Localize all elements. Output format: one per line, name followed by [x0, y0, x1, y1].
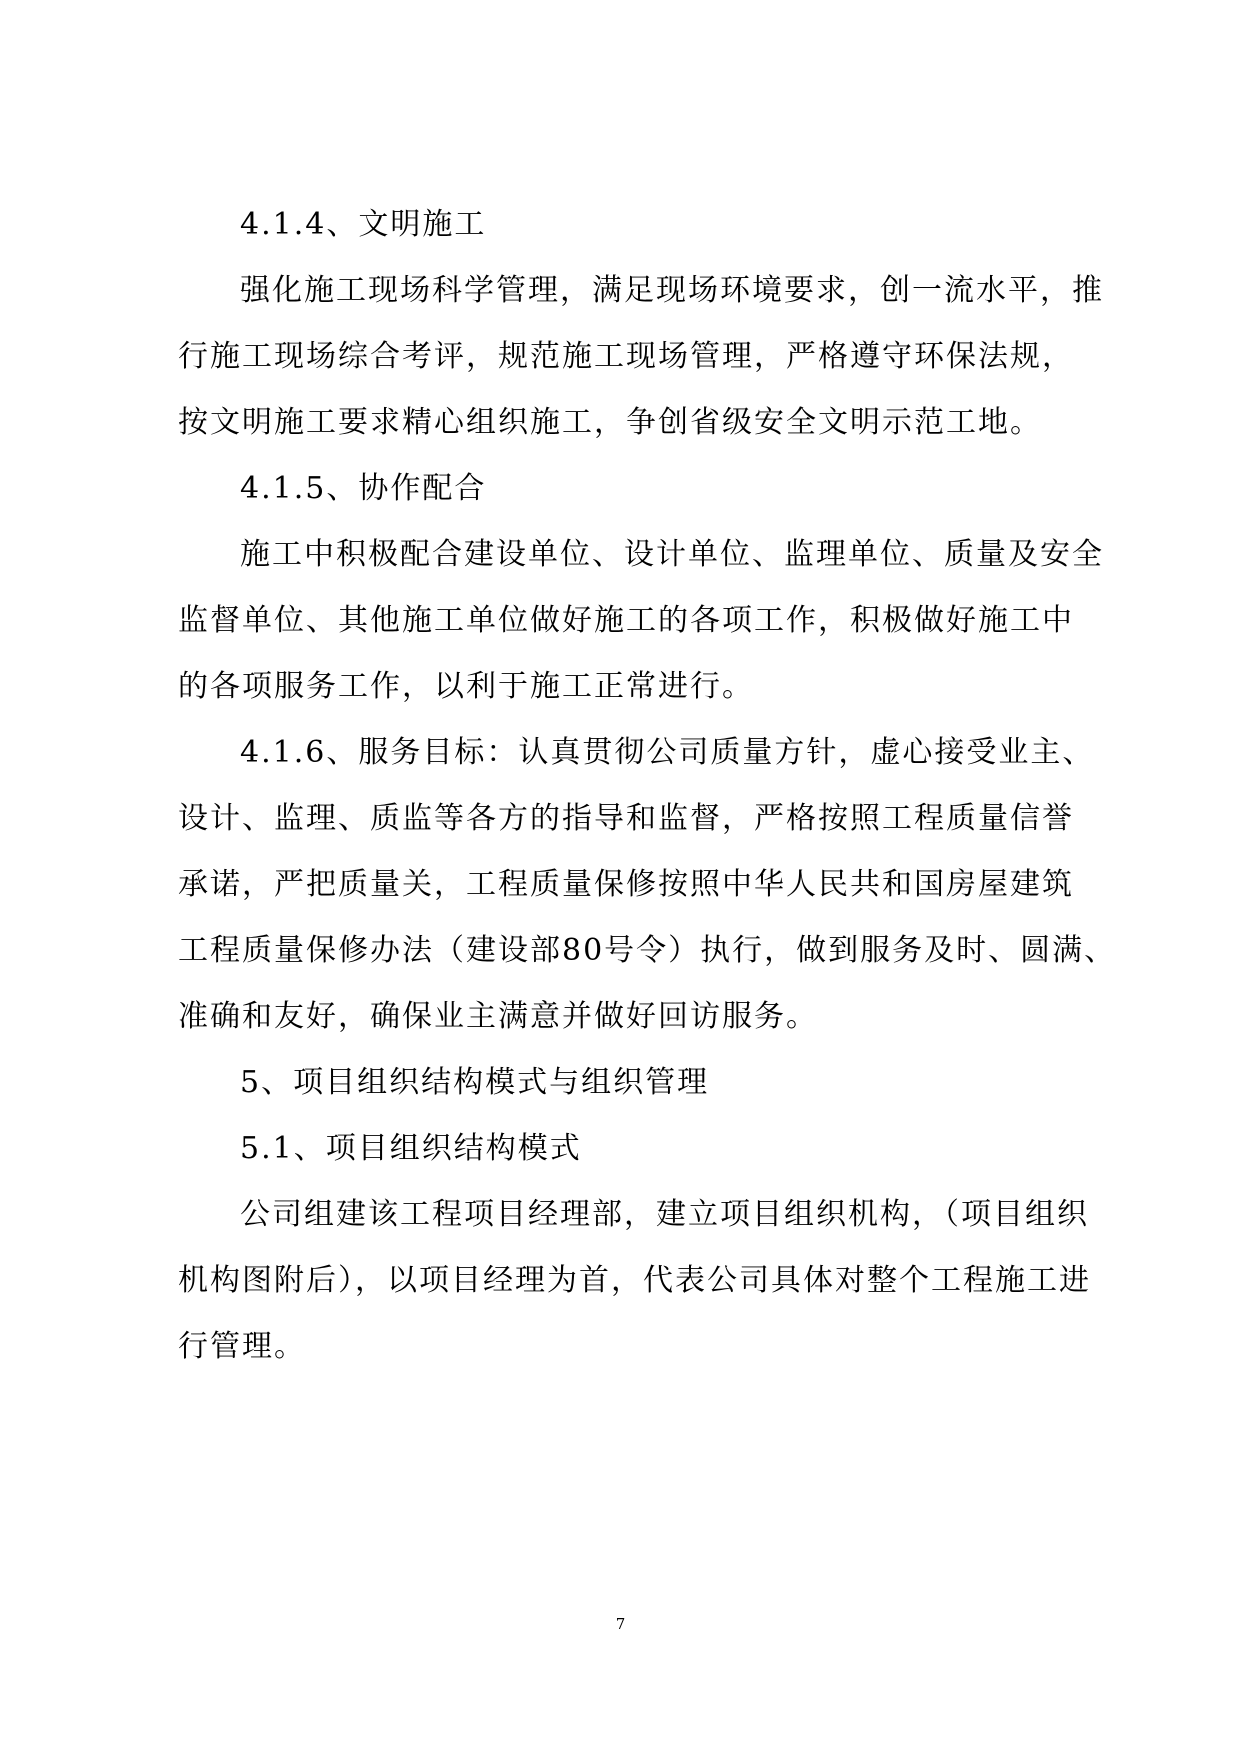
paragraph-line: 按文明施工要求精心组织施工，争创省级安全文明示范工地。: [178, 405, 1042, 440]
paragraph-line: 准确和友好，确保业主满意并做好回访服务。: [178, 999, 818, 1034]
heading-5-1: 5.1、项目组织结构模式: [240, 1131, 582, 1166]
heading-5: 5、项目组织结构模式与组织管理: [240, 1065, 710, 1100]
document-body: [178, 192, 1117, 1380]
paragraph-line: 的各项服务工作，以利于施工正常进行。: [178, 669, 754, 704]
paragraph-line: 承诺，严把质量关，工程质量保修按照中华人民共和国房屋建筑: [178, 867, 1074, 902]
heading-4-1-6: 4.1.6、服务目标：认真贯彻公司质量方针，虚心接受业主、: [240, 735, 1095, 770]
page-number: 7: [615, 1615, 626, 1633]
paragraph-line: 施工中积极配合建设单位、设计单位、监理单位、质量及安全: [240, 537, 1104, 572]
paragraph-line: 强化施工现场科学管理，满足现场环境要求，创一流水平，推: [240, 273, 1104, 308]
heading-4-1-4: 4.1.4、文明施工: [240, 207, 487, 242]
heading-4-1-5: 4.1.5、协作配合: [240, 471, 487, 506]
paragraph-line: 公司组建该工程项目经理部，建立项目组织机构，（项目组织: [240, 1197, 1089, 1232]
paragraph-line: 行施工现场综合考评，规范施工现场管理，严格遵守环保法规，: [178, 339, 1074, 374]
paragraph-line: 设计、监理、质监等各方的指导和监督，严格按照工程质量信誉: [178, 801, 1074, 836]
paragraph-line: 监督单位、其他施工单位做好施工的各项工作，积极做好施工中: [178, 603, 1074, 638]
paragraph-line: 行管理。: [178, 1329, 306, 1364]
paragraph-line: 工程质量保修办法（建设部80号令）执行，做到服务及时、圆满、: [178, 933, 1117, 968]
paragraph-line: 机构图附后），以项目经理为首，代表公司具体对整个工程施工进: [178, 1263, 1091, 1298]
